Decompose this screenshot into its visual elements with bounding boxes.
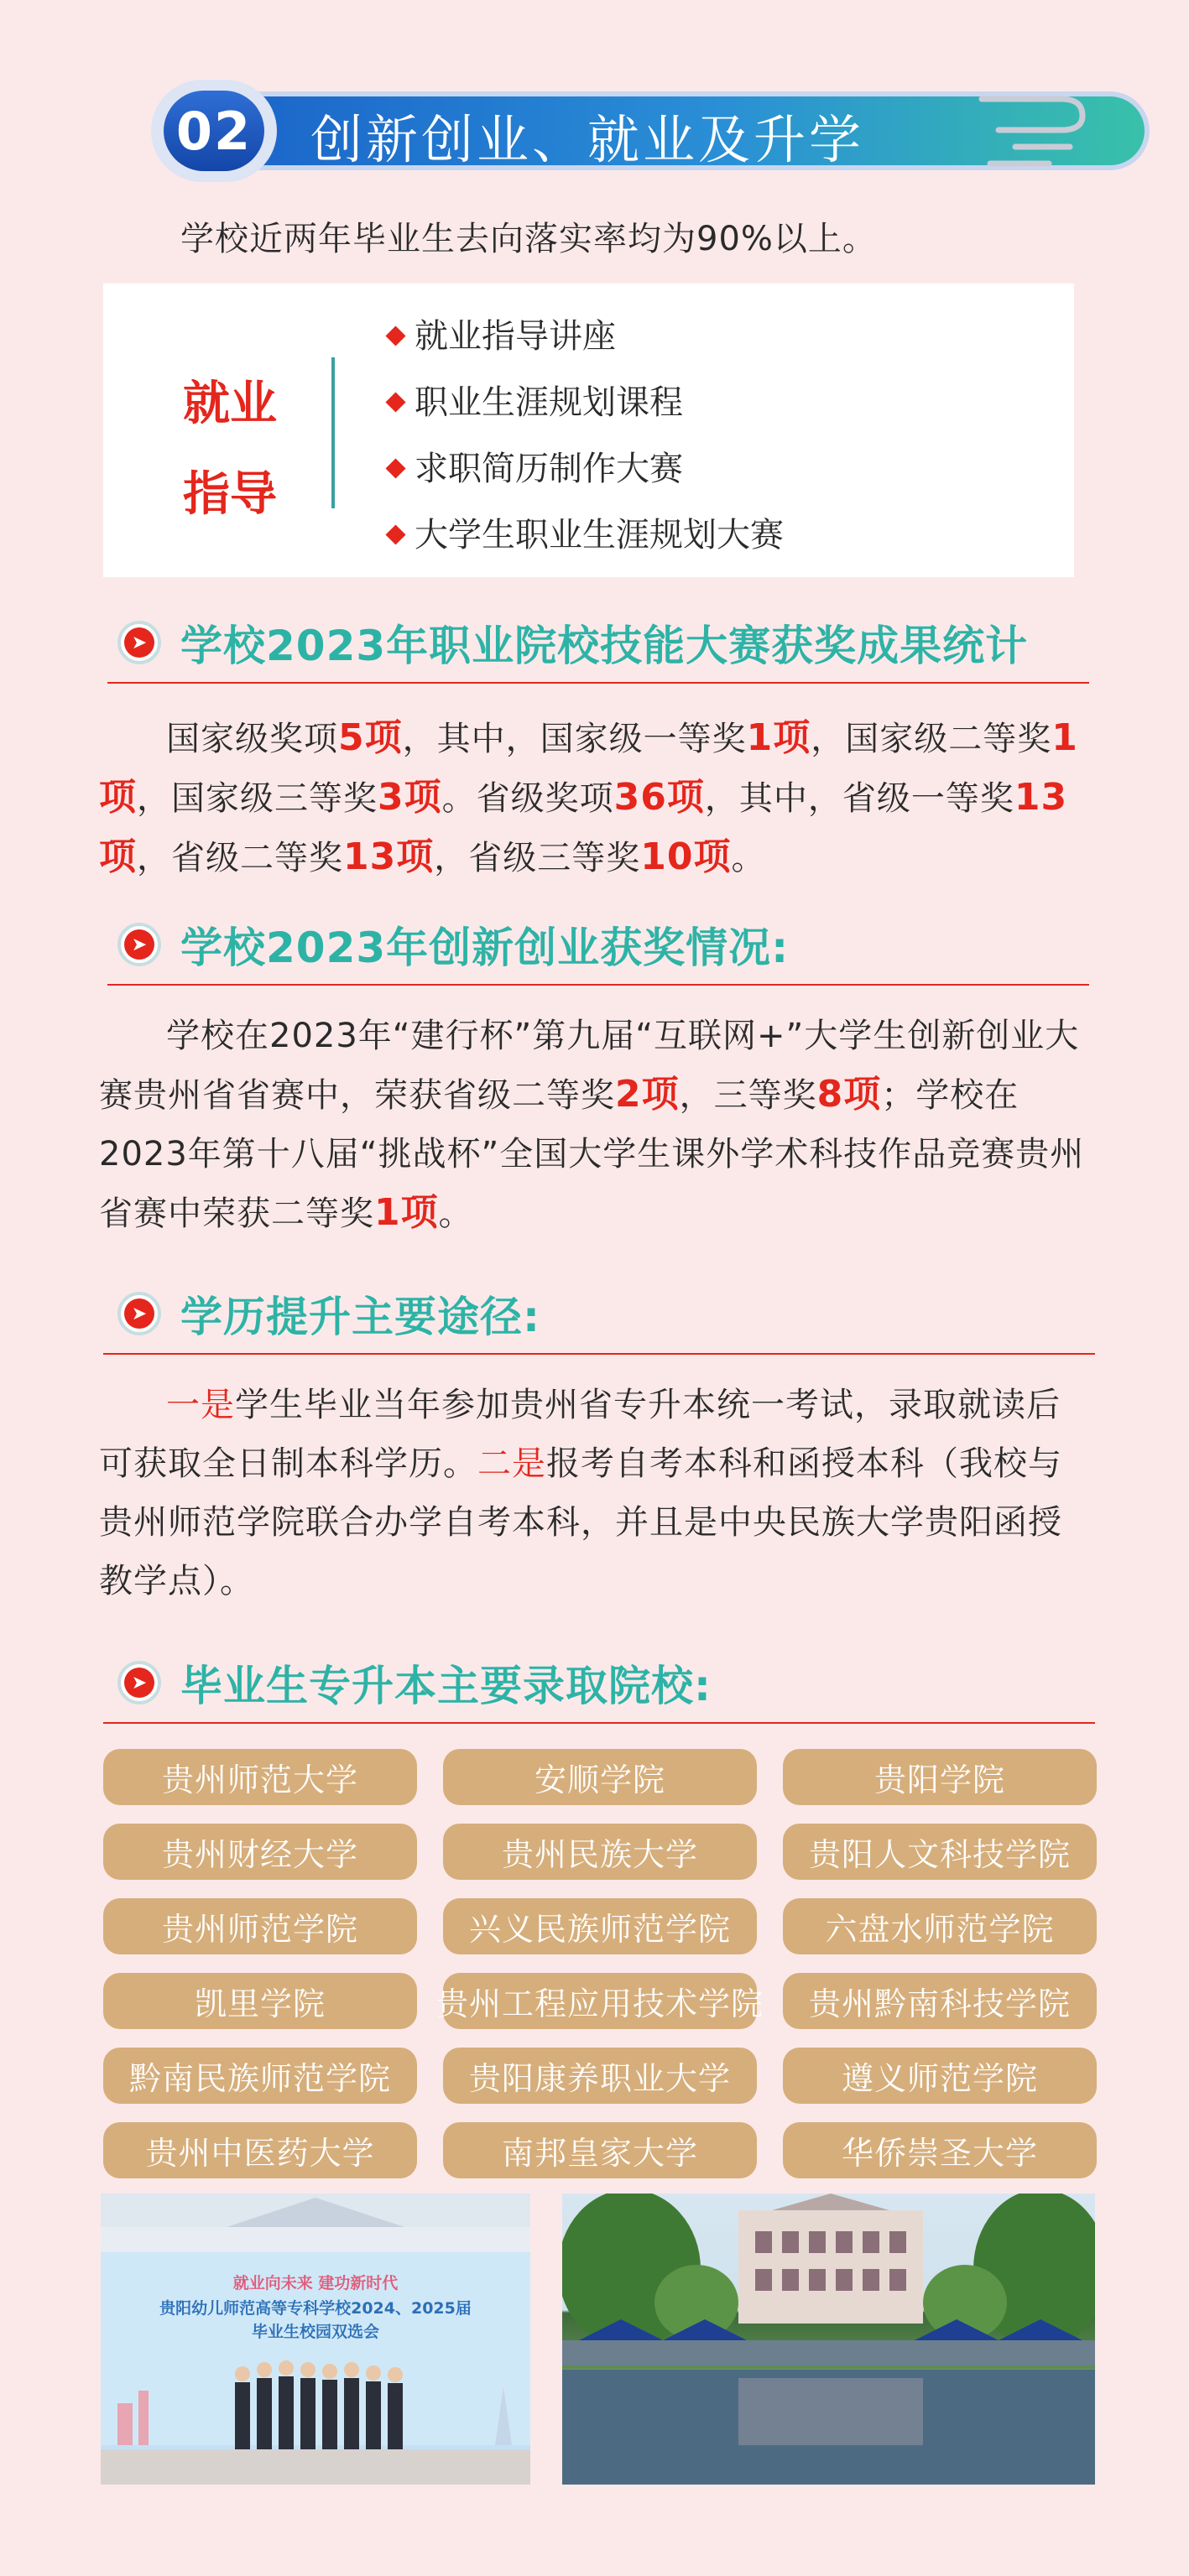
decorative-lines-icon	[965, 84, 1091, 176]
section-title: 毕业生专升本主要录取院校:	[180, 1662, 712, 1710]
university-pill: 安顺学院	[443, 1749, 757, 1805]
diamond-bullet-icon	[385, 458, 405, 478]
text-run: ，三等奖	[679, 1076, 817, 1115]
job-fair-photo	[101, 2194, 530, 2485]
university-pill: 贵阳人文科技学院	[783, 1824, 1097, 1880]
banner-title: 创新创业、就业及升学	[310, 109, 865, 170]
university-pill: 贵州民族大学	[443, 1824, 757, 1880]
highlight-lead: 二是	[477, 1444, 546, 1483]
text-run: ，省级三等奖	[434, 839, 641, 877]
text-run: 报考自考本科和函授本科（我校与贵州师范学院联合办学自考本科，并且是中央民族大学贵阳函授教学点）。	[99, 1444, 1062, 1600]
guidance-item	[389, 436, 784, 502]
play-arrow-icon: ➤	[117, 1661, 161, 1704]
section-underline	[107, 682, 1089, 684]
photo-banner-line1: 就业向未来 建功新时代	[232, 2274, 399, 2292]
university-pill: 贵州黔南科技学院	[783, 1973, 1097, 2029]
guidance-item	[389, 304, 784, 370]
highlight-count: 1项	[99, 716, 1078, 819]
employment-guidance-box	[103, 284, 1074, 577]
university-pill: 贵州财经大学	[103, 1824, 417, 1880]
guidance-title	[183, 359, 300, 540]
guidance-item	[389, 370, 784, 436]
text-run: 。	[731, 839, 766, 877]
play-arrow-icon: ➤	[117, 1292, 161, 1335]
section-underline	[107, 984, 1089, 986]
section-title: 学历提升主要途径:	[180, 1293, 540, 1341]
university-pill: 华侨崇圣大学	[783, 2122, 1097, 2178]
photo-banner-line2: 贵阳幼儿师范高等专科学校2024、2025届	[159, 2299, 472, 2318]
diamond-bullet-icon	[385, 392, 405, 412]
guidance-title-line2: 指导	[183, 467, 277, 522]
university-pill: 六盘水师范学院	[783, 1898, 1097, 1954]
text-run: 。省级奖项	[441, 779, 614, 818]
text-run: 。	[438, 1194, 473, 1233]
highlight-count: 36项	[613, 776, 705, 819]
university-pill: 凯里学院	[103, 1973, 417, 2029]
banner-number-badge	[151, 80, 277, 182]
university-pill: 兴义民族师范学院	[443, 1898, 757, 1954]
highlight-count: 1项	[746, 716, 811, 759]
education-upgrade-paragraph	[99, 1376, 1089, 1611]
intro-text: 学校近两年毕业生去向落实率均为90%以上。	[180, 220, 877, 258]
guidance-item-label: 就业指导讲座	[415, 317, 616, 356]
section-title: 学校2023年创新创业获奖情况:	[180, 924, 790, 972]
guidance-item-label: 大学生职业生涯规划大赛	[415, 516, 784, 554]
highlight-count: 13项	[343, 835, 435, 878]
university-pill: 贵阳学院	[783, 1749, 1097, 1805]
university-pill: 贵州师范大学	[103, 1749, 417, 1805]
text-run: 国家级奖项	[166, 720, 338, 758]
guidance-item-label: 求职简历制作大赛	[415, 450, 683, 488]
diamond-bullet-icon	[385, 524, 405, 544]
banner-number: 02	[164, 91, 264, 171]
section-underline	[103, 1722, 1095, 1724]
guidance-item	[389, 502, 784, 569]
section-banner	[151, 80, 999, 182]
campus-scene	[562, 2194, 1095, 2485]
photo-banner-line3: 毕业生校园双选会	[251, 2323, 379, 2341]
campus-photo	[562, 2194, 1095, 2485]
highlight-count: 13项	[99, 776, 1068, 878]
university-pill: 遵义师范学院	[783, 2048, 1097, 2104]
highlight-count: 5项	[338, 716, 403, 759]
text-run: ，其中，省级一等奖	[704, 779, 1014, 818]
section-title: 学校2023年职业院校技能大赛获奖成果统计	[180, 622, 1029, 670]
diamond-bullet-icon	[385, 325, 405, 346]
text-run: 学生毕业当年参加贵州省专升本统一考试，录取就读后可获取全日制本科学历。	[99, 1386, 1061, 1483]
highlight-count: 2项	[615, 1073, 680, 1116]
text-run: ，国家级二等奖	[811, 720, 1052, 758]
university-pill: 贵州中医药大学	[103, 2122, 417, 2178]
highlight-count: 10项	[640, 835, 732, 878]
guidance-item-label: 职业生涯规划课程	[415, 383, 683, 422]
university-pill: 黔南民族师范学院	[103, 2048, 417, 2104]
text-run: 学校在2023年“建行杯”第九届“互联网+”大学生创新创业大赛贵州省省赛中，荣获省级二等奖	[99, 1017, 1080, 1115]
guidance-list	[389, 304, 784, 569]
university-pill: 南邦皇家大学	[443, 2122, 757, 2178]
highlight-count: 8项	[816, 1073, 882, 1116]
text-run: ，省级二等奖	[137, 839, 343, 877]
innovation-awards-paragraph	[99, 1007, 1089, 1243]
section-underline	[103, 1353, 1095, 1355]
guidance-title-line1: 就业	[183, 377, 277, 431]
skills-awards-paragraph	[99, 709, 1089, 887]
university-pill: 贵阳康养职业大学	[443, 2048, 757, 2104]
guidance-divider	[331, 357, 335, 508]
play-arrow-icon: ➤	[117, 923, 161, 966]
text-run: ，其中，国家级一等奖	[402, 720, 747, 758]
text-run: ；学校在2023年第十八届“挑战杯”全国大学生课外学术科技作品竞赛贵州省赛中荣获二等奖	[99, 1076, 1085, 1233]
university-pill: 贵州师范学院	[103, 1898, 417, 1954]
highlight-lead: 一是	[166, 1386, 235, 1424]
university-pill: 贵州工程应用技术学院	[443, 1973, 757, 2029]
highlight-count: 3项	[378, 776, 442, 819]
highlight-count: 1项	[374, 1191, 439, 1234]
play-arrow-icon: ➤	[117, 621, 161, 664]
text-run: ，国家级三等奖	[137, 779, 378, 818]
